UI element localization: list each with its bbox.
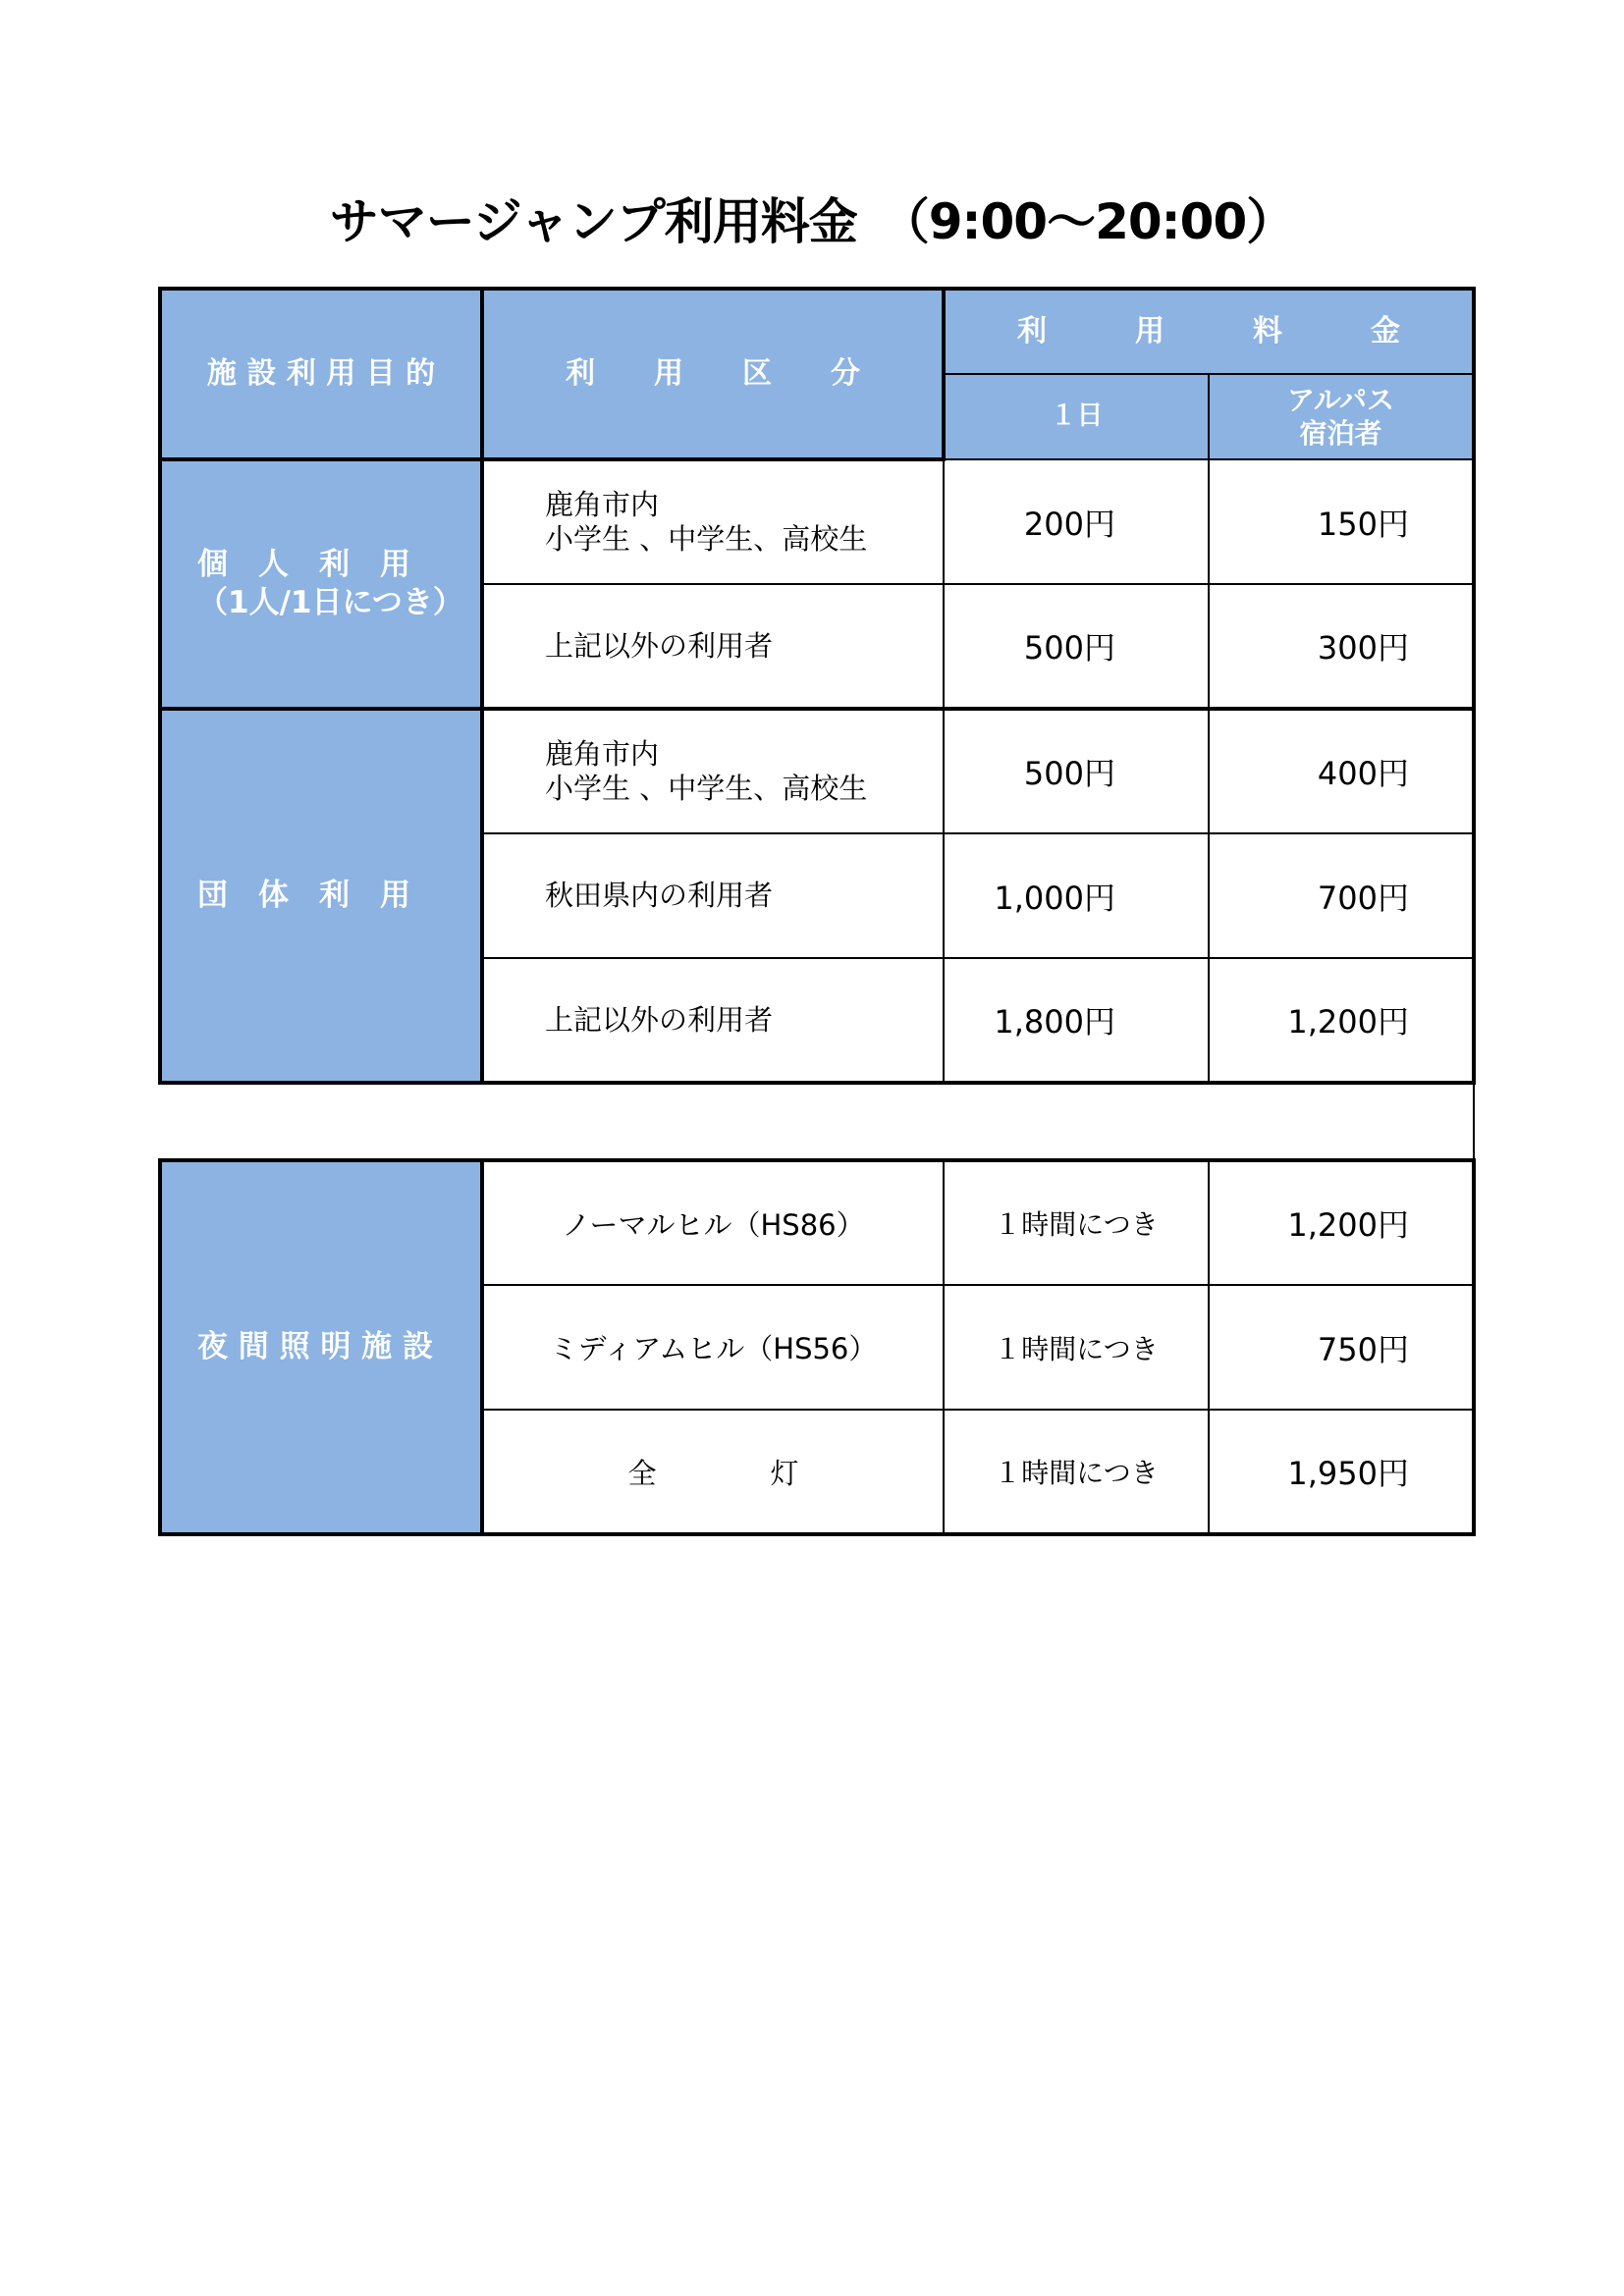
unit-cell: １時間につき <box>944 1160 1209 1285</box>
purpose-night-lighting: 夜 間 照 明 施 設 <box>160 1160 482 1534</box>
header-category: 利 用 区 分 <box>482 289 944 459</box>
price-day: 500円 <box>944 709 1209 833</box>
purpose-individual: 個 人 利 用 （1人/1日につき） <box>160 459 482 709</box>
price-day: 500円 <box>944 584 1209 709</box>
price-alpas: 150円 <box>1209 459 1474 584</box>
night-lighting-table <box>158 1158 1476 1536</box>
price-day: 1,800円 <box>944 958 1209 1083</box>
header-fee: 利 用 料 金 <box>944 289 1474 374</box>
page-title: サマージャンプ利用料金 （9:00～20:00） <box>329 193 1295 250</box>
purpose-group: 団 体 利 用 <box>160 709 482 1083</box>
category-cell: 上記以外の利用者 <box>482 958 944 1083</box>
category-cell: 鹿角市内 小学生 、中学生、高校生 <box>482 459 944 584</box>
price-cell: 1,200円 <box>1209 1160 1474 1285</box>
category-cell: ミディアムヒル（HS56） <box>482 1285 944 1410</box>
price-alpas: 300円 <box>1209 584 1474 709</box>
category-cell: ノーマルヒル（HS86） <box>482 1160 944 1285</box>
header-one-day: １日 <box>944 374 1209 459</box>
price-alpas: 400円 <box>1209 709 1474 833</box>
price-cell: 750円 <box>1209 1285 1474 1410</box>
price-day: 1,000円 <box>944 833 1209 958</box>
header-purpose: 施 設 利 用 目 的 <box>160 289 482 459</box>
unit-cell: １時間につき <box>944 1285 1209 1410</box>
unit-cell: １時間につき <box>944 1410 1209 1534</box>
category-cell: 全 灯 <box>482 1410 944 1534</box>
category-cell: 秋田県内の利用者 <box>482 833 944 958</box>
price-cell: 1,950円 <box>1209 1410 1474 1534</box>
fee-table <box>158 287 1476 1085</box>
price-alpas: 700円 <box>1209 833 1474 958</box>
price-alpas: 1,200円 <box>1209 958 1474 1083</box>
header-alpas-guest: アルパス 宿泊者 <box>1209 374 1474 459</box>
table-divider-line <box>1473 1084 1475 1158</box>
category-cell: 鹿角市内 小学生 、中学生、高校生 <box>482 709 944 833</box>
category-cell: 上記以外の利用者 <box>482 584 944 709</box>
price-day: 200円 <box>944 459 1209 584</box>
